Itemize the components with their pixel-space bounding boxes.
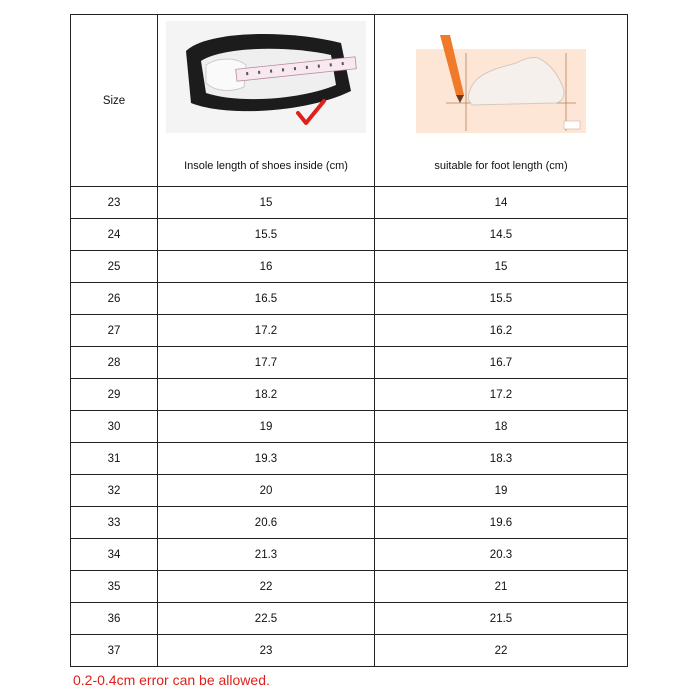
foot-length-cell: 14.5 bbox=[375, 219, 628, 251]
table-row bbox=[71, 251, 628, 283]
table-row bbox=[71, 603, 628, 635]
tolerance-note: 0.2-0.4cm error can be allowed. bbox=[73, 672, 270, 688]
size-cell: 32 bbox=[71, 475, 158, 507]
size-cell: 37 bbox=[71, 635, 158, 667]
foot-length-cell: 15.5 bbox=[375, 283, 628, 315]
size-header-label: Size bbox=[102, 94, 126, 107]
table-row bbox=[71, 283, 628, 315]
foot-length-cell: 18.3 bbox=[375, 443, 628, 475]
table-row bbox=[71, 379, 628, 411]
table-row bbox=[71, 443, 628, 475]
insole-header-cell bbox=[158, 15, 375, 187]
shoe-insole-measure-icon bbox=[166, 21, 366, 133]
foot-length-cell: 17.2 bbox=[375, 379, 628, 411]
table-row bbox=[71, 219, 628, 251]
insole-length-cell: 22 bbox=[158, 571, 375, 603]
table-row bbox=[71, 635, 628, 667]
insole-length-cell: 23 bbox=[158, 635, 375, 667]
insole-header-label: Insole length of shoes inside (cm) bbox=[184, 160, 348, 172]
foot-length-cell: 21.5 bbox=[375, 603, 628, 635]
table-row bbox=[71, 507, 628, 539]
size-cell: 24 bbox=[71, 219, 158, 251]
table-row bbox=[71, 571, 628, 603]
table-row bbox=[71, 539, 628, 571]
size-cell: 23 bbox=[71, 187, 158, 219]
size-cell: 35 bbox=[71, 571, 158, 603]
foot-measure-icon bbox=[416, 33, 586, 133]
foot-length-cell: 20.3 bbox=[375, 539, 628, 571]
table-row bbox=[71, 347, 628, 379]
foot-length-cell: 16.2 bbox=[375, 315, 628, 347]
size-header-cell bbox=[71, 15, 158, 187]
insole-length-cell: 19.3 bbox=[158, 443, 375, 475]
size-cell: 34 bbox=[71, 539, 158, 571]
table-row bbox=[71, 411, 628, 443]
insole-length-cell: 21.3 bbox=[158, 539, 375, 571]
size-cell: 31 bbox=[71, 443, 158, 475]
insole-length-cell: 15.5 bbox=[158, 219, 375, 251]
insole-length-cell: 15 bbox=[158, 187, 375, 219]
table-row bbox=[71, 475, 628, 507]
foot-length-cell: 21 bbox=[375, 571, 628, 603]
size-cell: 26 bbox=[71, 283, 158, 315]
size-chart-table bbox=[70, 14, 628, 667]
foot-length-cell: 19 bbox=[375, 475, 628, 507]
foot-length-cell: 18 bbox=[375, 411, 628, 443]
insole-length-cell: 19 bbox=[158, 411, 375, 443]
foot-length-cell: 22 bbox=[375, 635, 628, 667]
foot-length-cell: 19.6 bbox=[375, 507, 628, 539]
table-row bbox=[71, 315, 628, 347]
size-cell: 29 bbox=[71, 379, 158, 411]
foot-header-cell bbox=[375, 15, 628, 187]
insole-length-cell: 22.5 bbox=[158, 603, 375, 635]
table-row bbox=[71, 187, 628, 219]
foot-length-cell: 16.7 bbox=[375, 347, 628, 379]
insole-length-cell: 16 bbox=[158, 251, 375, 283]
insole-length-cell: 17.2 bbox=[158, 315, 375, 347]
insole-length-cell: 18.2 bbox=[158, 379, 375, 411]
foot-header-label: suitable for foot length (cm) bbox=[434, 160, 568, 172]
size-cell: 36 bbox=[71, 603, 158, 635]
size-cell: 27 bbox=[71, 315, 158, 347]
insole-length-cell: 16.5 bbox=[158, 283, 375, 315]
foot-length-cell: 15 bbox=[375, 251, 628, 283]
size-cell: 28 bbox=[71, 347, 158, 379]
header-row bbox=[71, 15, 628, 187]
size-cell: 30 bbox=[71, 411, 158, 443]
insole-length-cell: 20 bbox=[158, 475, 375, 507]
insole-length-cell: 20.6 bbox=[158, 507, 375, 539]
foot-length-cell: 14 bbox=[375, 187, 628, 219]
size-cell: 25 bbox=[71, 251, 158, 283]
insole-length-cell: 17.7 bbox=[158, 347, 375, 379]
size-cell: 33 bbox=[71, 507, 158, 539]
